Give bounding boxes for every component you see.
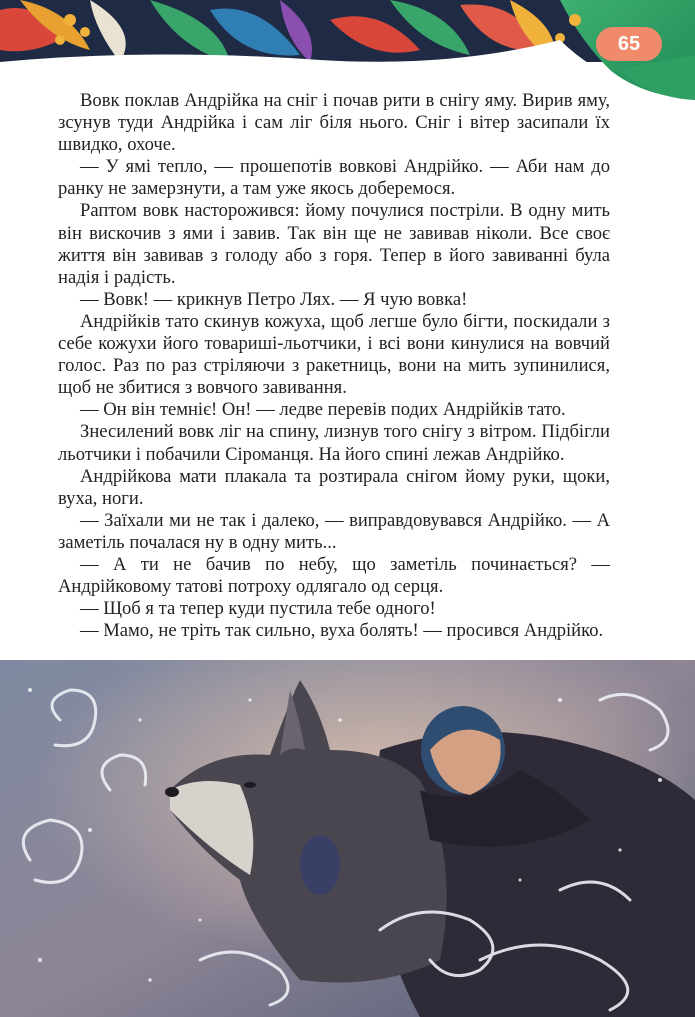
paragraph: — Он він темніє! Он! — ледве перевів подих Андрійків тато.	[80, 399, 566, 421]
paragraph: Знесилений вовк ліг на спину, лизнув того снігу з вітром. Підбігли льотчики і побачили Сіроманця. На його спині лежав Андрійко.	[58, 421, 610, 465]
paragraph: — Щоб я та тепер куди пустила тебе одного!	[80, 598, 436, 620]
paragraph: Андрійків тато скинув кожуха, щоб легше було бігти, поскидали з себе кожухи його товариші-льотчики, і всі вони кинулися на вовчий голос. Раз по раз стріляючи з ракетниць, вони на мить зупинилися, щоб не збитися з вовчого завивання.	[58, 310, 610, 399]
story-text	[58, 90, 610, 642]
paragraph: Андрійкова мати плакала та розтирала снігом йому руки, щоки, вуха, ноги.	[58, 465, 610, 509]
foliage-illustration	[0, 0, 695, 100]
paragraph: Вовк поклав Андрійка на сніг і почав рити в снігу яму. Вирив яму, зсунув туди Андрійка і сам ліг біля нього. Сніг і вітер засипали їх швидко, охоче.	[58, 90, 610, 156]
decorative-header	[0, 0, 695, 100]
snowstorm-painting	[0, 660, 695, 1017]
wolf-and-boy-illustration	[0, 660, 695, 1017]
paragraph: Раптом вовк насторожився: йому почулися постріли. В одну мить він вискочив з ями і завив. Так він ще не завивав ніколи. Все своє життя він завивав з голоду або з горя. Тепер в його завиванні була надія і радість.	[58, 200, 610, 288]
paragraph: — А ти не бачив по небу, що заметіль починається? — Андрійковому татові потроху одлягало од серця.	[58, 553, 610, 598]
paragraph: — Вовк! — крикнув Петро Лях. — Я чую вовка!	[80, 288, 468, 310]
paragraph: — У ямі тепло, — прошепотів вовкові Андрійко. — Аби нам до ранку не замерзнути, а там уже якось доберемося.	[58, 156, 610, 200]
paragraph: — Заїхали ми не так і далеко, — виправдовувався Андрійко. — А заметіль почалася ну в одну мить...	[58, 509, 610, 553]
paragraph: — Мамо, не тріть так сильно, вуха болять! — просився Андрійко.	[80, 620, 604, 642]
page-number-badge: 65	[596, 27, 662, 61]
